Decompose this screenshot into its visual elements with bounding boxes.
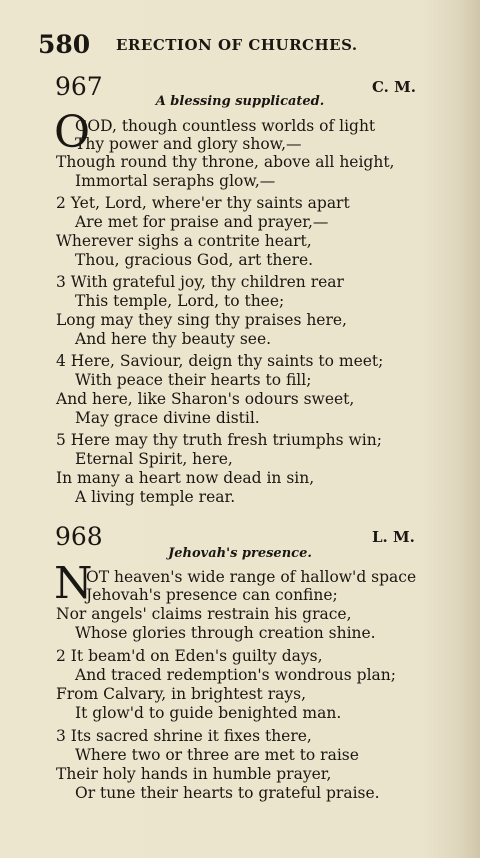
verse-line: With peace their hearts to fill; (75, 371, 312, 389)
verse-line: Wherever sighs a contrite heart, (56, 232, 312, 250)
verse-line: Jehovah's presence can confine; (86, 586, 338, 604)
verse-line: 2 Yet, Lord, where'er thy saints apart (56, 194, 350, 212)
verse-line: It glow'd to guide benighted man. (75, 704, 342, 722)
verse-line: 2 It beam'd on Eden's guilty days, (56, 647, 323, 665)
running-head: ERECTION OF CHURCHES. (116, 36, 358, 54)
verse-line: Whose glories through creation shine. (75, 624, 376, 642)
hymn-968 (0, 522, 480, 802)
verse-line: OT heaven's wide range of hallow'd space (86, 568, 417, 586)
hymn-meter: C. M. (372, 78, 416, 96)
verse-line: And here, like Sharon's odours sweet, (56, 390, 355, 408)
verse-line: From Calvary, in brightest rays, (56, 685, 306, 703)
verse-line: Though round thy throne, above all height, (56, 153, 395, 171)
verse-line: Thy power and glory show,— (75, 135, 302, 153)
verse-line: Or tune their hearts to grateful praise. (75, 784, 380, 802)
verse-line: Long may they sing thy praises here, (56, 311, 347, 329)
hymn-number: 968 (55, 522, 103, 551)
verse-line: Immortal seraphs glow,— (75, 172, 276, 190)
verse-line: And here thy beauty see. (75, 330, 272, 348)
verse-line: And traced redemption's wondrous plan; (75, 666, 396, 684)
verse-line: Are met for praise and prayer,— (75, 213, 329, 231)
hymn-title: A blessing supplicated. (155, 94, 325, 109)
verse-line: Nor angels' claims restrain his grace, (56, 605, 352, 623)
verse-line: 3 Its sacred shrine it fixes there, (56, 727, 312, 745)
verse-line: Their holy hands in humble prayer, (56, 765, 332, 783)
verse-line: Where two or three are met to raise (75, 746, 359, 764)
verse-line: GOD, though countless worlds of light (75, 117, 376, 135)
verse-line: 4 Here, Saviour, deign thy saints to meet; (56, 352, 384, 370)
verse-line: 5 Here may thy truth fresh triumphs win; (56, 431, 382, 449)
drop-cap: O (54, 107, 91, 158)
verse-line: Eternal Spirit, here, (75, 450, 233, 468)
verse-line: In many a heart now dead in sin, (56, 469, 315, 487)
verse-line: A living temple rear. (75, 488, 236, 506)
hymn-967 (0, 72, 480, 506)
verse-line: Thou, gracious God, art there. (75, 251, 314, 269)
hymn-meter: L. M. (372, 528, 415, 546)
verse-line: This temple, Lord, to thee; (75, 292, 285, 310)
drop-cap: N (54, 558, 93, 609)
page-number: 580 (38, 30, 91, 59)
hymn-number: 967 (55, 72, 103, 101)
verse-line: May grace divine distil. (75, 409, 260, 427)
verse-line: 3 With grateful joy, thy children rear (56, 273, 344, 291)
hymn-title: Jehovah's presence. (168, 546, 312, 561)
page-header (38, 30, 438, 60)
